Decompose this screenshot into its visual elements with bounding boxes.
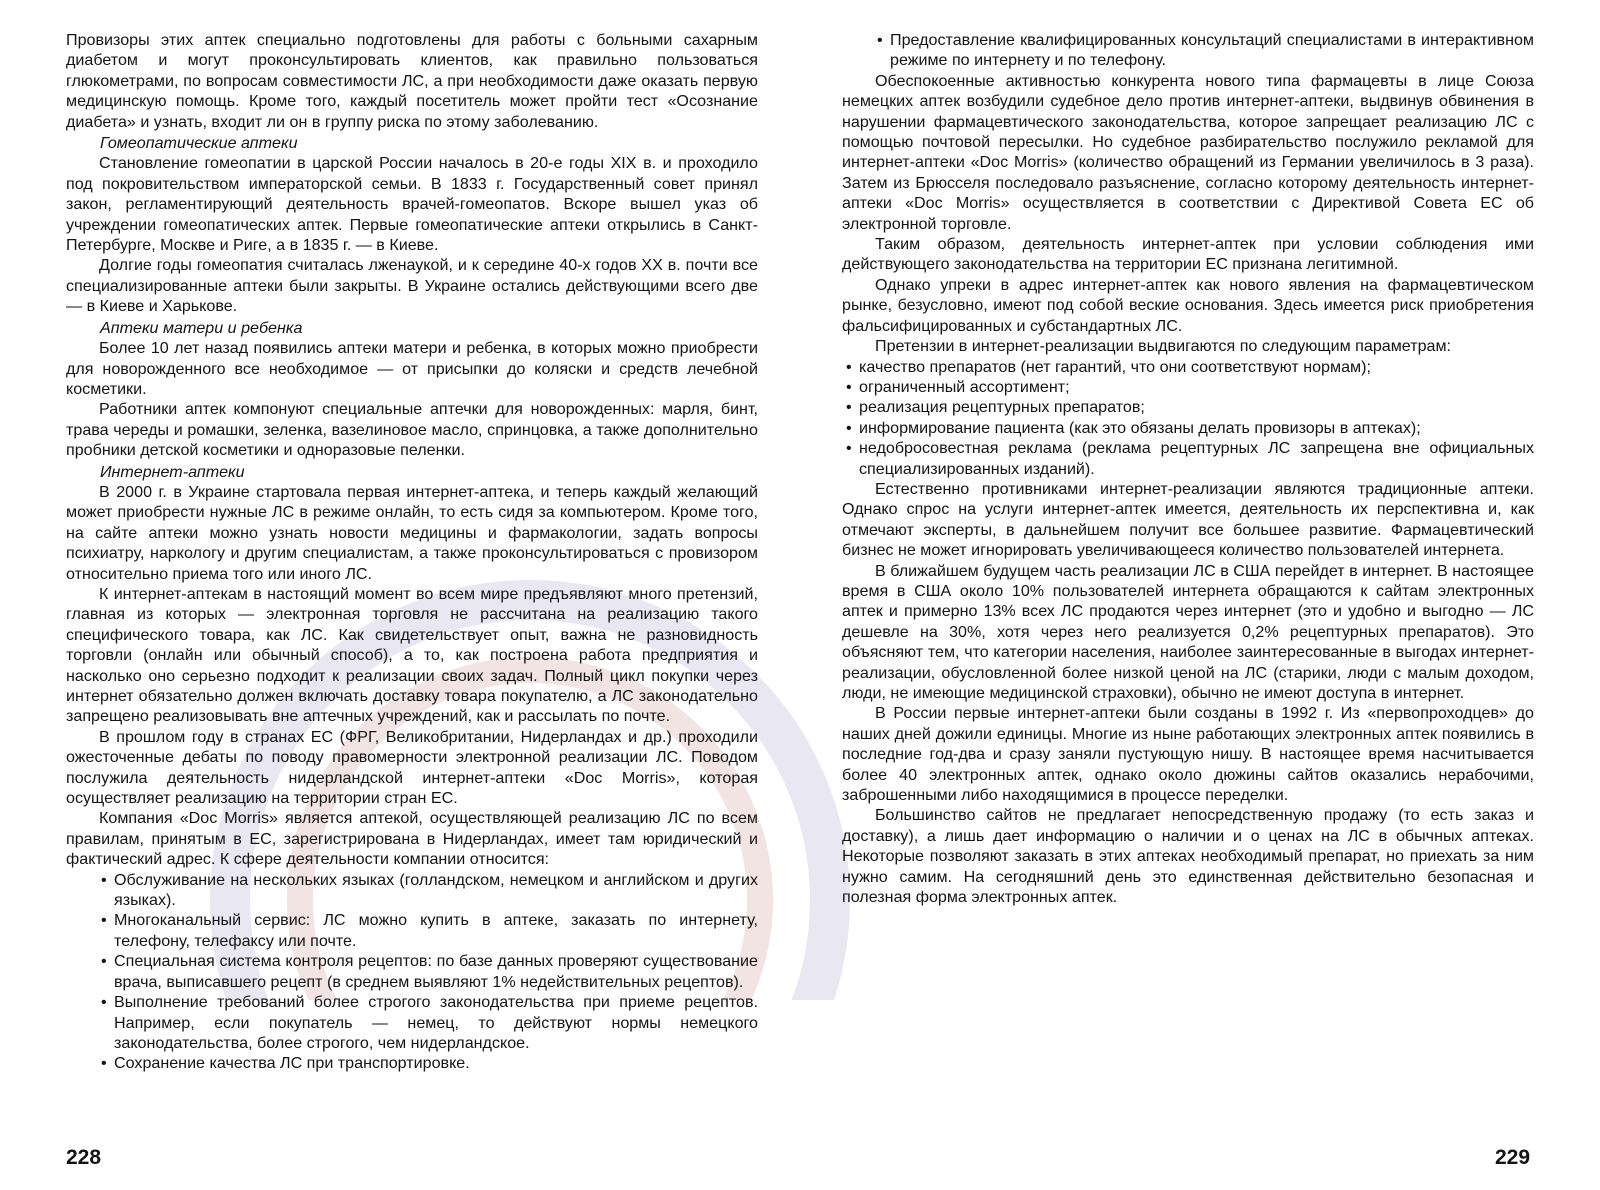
right-page (842, 30, 1534, 907)
paragraph: В России первые интернет-аптеки были созданы в 1992 г. Из «первопроходцев» до наших дней дожили единицы. Многие из ныне работающих электронных аптек появились в последние год-два и сразу заняли пустующую нишу. В настоящее время насчитывается более 40 электронных аптек, однако около дюжины сайтов оказались нерабочими, заброшенными либо находящимися в процессе переделки. (842, 704, 1534, 805)
paragraph: В 2000 г. в Украине стартовала первая интернет-аптека, и теперь каждый желающий может приобрести нужные ЛС в режиме онлайн, то есть сидя за компьютером. Кроме того, на сайте аптеки можно узнать новости медицины и фармакологии, задать вопросы психиатру, наркологу и другим специалистам, а также проконсультироваться с провизором относительно приема того или иного ЛС. (66, 482, 758, 583)
page-number-left: 228 (66, 1146, 102, 1169)
bullet-list (66, 870, 758, 1074)
list-item: • Предоставление квалифицированных консультаций специалистами в интерактивном режиме по интернету и по телефону. (875, 30, 1534, 71)
list-item: • информирование пациента (как это обязаны делать провизоры в аптеках); (844, 418, 1534, 438)
bullet-list (842, 30, 1534, 71)
list-item: • Многоканальный сервис: ЛС можно купить в аптеке, заказать по интернету, телефону, телефаксу или почте. (99, 910, 758, 951)
paragraph: Компания «Doc Morris» является аптекой, осуществляющей реализацию ЛС по всем правилам, принятым в ЕС, зарегистрирована в Нидерландах, имеет там юридический и фактический адрес. К сфере деятельности компании относится: (66, 809, 758, 869)
list-item: • ограниченный ассортимент; (844, 377, 1534, 397)
paragraph: Естественно противниками интернет-реализации являются традиционные аптеки. Однако спрос на услуги интернет-аптек имеется, деятельность их перспективна и, как отмечают эксперты, в дальнейшем получит все большее развитие. Фармацевтический бизнес не может игнорировать увеличивающееся количество пользователей интернета. (842, 479, 1534, 560)
list-item: • Выполнение требований более строгого законодательства при приеме рецептов. Например, если покупатель — немец, то действуют нормы немецкого законодательства, более строгого, чем нидерландское. (99, 992, 758, 1053)
paragraph: Таким образом, деятельность интернет-аптек при условии соблюдения ими действующего законодательства на территории ЕС признана легитимной. (842, 235, 1534, 274)
section-heading: Интернет-аптеки (100, 462, 245, 481)
page-number-right: 229 (1495, 1146, 1531, 1169)
paragraph: Работники аптек компонуют специальные аптечки для новорожденных: марля, бинт, трава череды и ромашки, зеленка, вазелиновое масло, спринцовка, а также дополнительно пробники детской косметики и одноразовые пеленки. (66, 400, 758, 460)
paragraph: Большинство сайтов не предлагает непосредственную продажу (то есть заказ и доставку), а лишь дает информацию о наличии и о ценах на ЛС в обычных аптеках. Некоторые позволяют заказать в этих аптеках необходимый препарат, но приехать за ним нужно самим. На сегодняшний день это единственная действительно безопасная и полезная форма электронных аптек. (842, 806, 1534, 907)
bullet-list (842, 357, 1534, 479)
section-heading: Гомеопатические аптеки (100, 134, 298, 153)
list-item: • Обслуживание на нескольких языках (голландском, немецком и английском и других языках). (99, 870, 758, 911)
paragraph: Провизоры этих аптек специально подготовлены для работы с больными сахарным диабетом и могут проконсультировать клиентов, как правильно пользоваться глюкометрами, по вопросам совместимости ЛС, а при необходимости даже оказать первую медицинскую помощь. Кроме того, каждый посетитель может пройти тест «Осознание диабета» и узнать, входит ли он в группу риска по этому заболеванию. (66, 31, 758, 131)
paragraph: Претензии в интернет-реализации выдвигаются по следующим параметрам: (875, 337, 1452, 356)
paragraph: Становление гомеопатии в царской России началось в 20-е годы XIX в. и проходило под покровительством императорской семьи. В 1833 г. Государственный совет принял закон, регламентирующий деятельность врачей-гомеопатов. Вскоре вышел указ об учреждении гомеопатических аптек. Первые гомеопатические аптеки открылись в Санкт-Петербурге, Москве и Риге, а в 1835 г. — в Киеве. (66, 154, 758, 255)
paragraph: К интернет-аптекам в настоящий момент во всем мире предъявляют много претензий, главная из которых — электронная торговля не рассчитана на реализацию такого специфического товара, как ЛС. Как свидетельствует опыт, важна не разновидность торговли (онлайн или обычный способ), а то, как построена работа предприятия и насколько оно серьезно подходит к реализации своих задач. Полный цикл покупки через интернет обязательно должен включать доставку товара покупателю, а ЛС законодательно запрещено реализовывать вне аптечных учреждений, как и рассылать по почте. (66, 584, 758, 726)
paragraph: В прошлом году в странах ЕС (ФРГ, Великобритании, Нидерландах и др.) проходили ожесточенные дебаты по поводу правомерности электронной реализации ЛС. Поводом послужила деятельность нидерландской интернет-аптеки «Doc Morris», которая осуществляет реализацию на территории стран ЕС. (66, 727, 758, 808)
paragraph: Более 10 лет назад появились аптеки матери и ребенка, в которых можно приобрести для новорожденного все необходимое — от присыпки до коляски и средств лечебной косметики. (66, 339, 758, 398)
left-page (66, 30, 758, 1074)
list-item: • Сохранение качества ЛС при транспортировке. (99, 1053, 758, 1073)
section-heading: Аптеки матери и ребенка (100, 318, 303, 337)
list-item: • Специальная система контроля рецептов: по базе данных проверяют существование врача, выписавшего рецепт (в среднем выявляют 1% недействительных рецептов). (99, 951, 758, 992)
paragraph: Обеспокоенные активностью конкурента нового типа фармацевты в лице Союза немецких аптек возбудили судебное дело против интернет-аптеки, выдвинув обвинения в нарушении фармацевтического законодательства, которое запрещает реализацию ЛС с помощью почтовой пересылки. Но судебное разбирательство послужило рекламой для интернет-аптеки «Doc Morris» (количество обращений из Германии увеличилось в 3 раза). Затем из Брюсселя последовало разъяснение, согласно которому деятельность интернет-аптеки «Doc Morris» осуществляется в соответствии с Директивой Совета ЕС об электронной торговле. (842, 71, 1534, 233)
list-item: • реализация рецептурных препаратов; (844, 397, 1534, 417)
paragraph: В ближайшем будущем часть реализации ЛС в США перейдет в интернет. В настоящее время в США около 10% пользователей интернета обращаются к сайтам электронных аптек и примерно 13% всех ЛС продаются через интернет (это и удобно и выгодно — ЛС дешевле на 30%, хотя через него реализуется 0,2% рецептурных препаратов). Это объясняют тем, что категории населения, наиболее заинтересованные в выгодах интернет-реализации, обусловленной более низкой ценой на ЛС (старики, люди с малым доходом, люди, не имеющие медицинской страховки), обычно не имеют доступа в интернет. (842, 561, 1534, 702)
paragraph: Однако упреки в адрес интернет-аптек как нового явления на фармацевтическом рынке, безусловно, имеют под собой веские основания. Здесь имеется риск приобретения фальсифицированных и субстандартных ЛС. (842, 275, 1534, 335)
paragraph: Долгие годы гомеопатия считалась лженаукой, и к середине 40-х годов XX в. почти все специализированные аптеки были закрыты. В Украине остались действующими всего две — в Киеве и Харькове. (66, 256, 758, 316)
list-item: • качество препаратов (нет гарантий, что они соответствуют нормам); (844, 357, 1534, 377)
list-item: • недобросовестная реклама (реклама рецептурных ЛС запрещена вне официальных специализированных изданий). (844, 438, 1534, 479)
